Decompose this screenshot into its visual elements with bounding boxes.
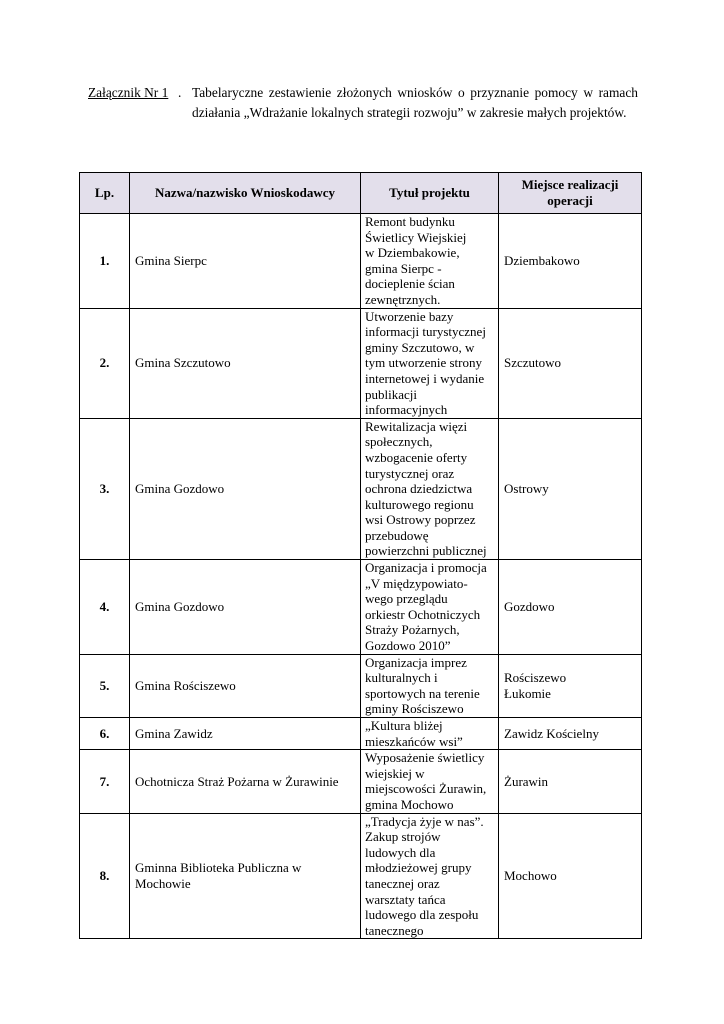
row-number: 8. <box>80 813 130 939</box>
project-title <box>361 308 499 418</box>
realization-place-line: Rościszewo <box>504 670 567 686</box>
project-title-line: gminy Szczutowo, w <box>365 339 475 355</box>
realization-place-line: Łukomie <box>504 685 551 701</box>
table-row <box>80 308 642 418</box>
table-row <box>80 654 642 717</box>
applicant-name: Gminna Biblioteka Publiczna w Mochowie <box>130 813 361 939</box>
project-title-line: zewnętrznych. <box>365 291 441 307</box>
project-title-line: Remont budynku <box>365 214 455 229</box>
project-title-line: kulturowego regionu <box>365 496 474 512</box>
applications-table <box>79 172 642 939</box>
project-title-line: gmina Mochowo <box>365 796 454 812</box>
project-title <box>361 718 499 750</box>
project-title-line: wiejskiej w <box>365 765 425 781</box>
project-title-line: internetowej i wydanie <box>365 370 485 386</box>
project-title-line: w Dziembakowie, <box>365 245 460 261</box>
project-title-line: tanecznej oraz <box>365 875 440 891</box>
realization-place <box>499 418 642 559</box>
realization-place-line: Mochowo <box>504 868 557 884</box>
project-title-line: turystycznej oraz <box>365 465 455 481</box>
project-title-line: publikacji <box>365 386 417 402</box>
table-row <box>80 750 642 813</box>
col-header-project-title: Tytuł projektu <box>361 173 499 214</box>
attachment-label: Załącznik Nr 1 <box>88 85 169 100</box>
realization-place <box>499 750 642 813</box>
project-title-line: orkiestr Ochotniczych <box>365 606 481 622</box>
project-title-line: miejscowości Żurawin, <box>365 781 487 797</box>
project-title-line: Utworzenie bazy <box>365 308 454 324</box>
applicant-name: Gmina Sierpc <box>130 214 361 309</box>
project-title-line: powierzchni publicznej <box>365 543 487 559</box>
project-title-line: ludowych dla <box>365 844 436 860</box>
project-title-line: ochrona dziedzictwa <box>365 481 473 497</box>
realization-place-line: Ostrowy <box>504 481 549 497</box>
project-title-line: gmina Sierpc - <box>365 260 442 276</box>
realization-place-line: Szczutowo <box>504 355 562 371</box>
project-title <box>361 654 499 717</box>
project-title-line: tanecznego <box>365 922 424 938</box>
project-title-line: informacyjnych <box>365 402 448 418</box>
realization-place-line: Gozdowo <box>504 599 555 615</box>
project-title <box>361 418 499 559</box>
applicant-name: Gmina Szczutowo <box>130 308 361 418</box>
row-number: 6. <box>80 718 130 750</box>
realization-place <box>499 813 642 939</box>
project-title-line: Świetlicy Wiejskiej <box>365 229 467 245</box>
realization-place <box>499 308 642 418</box>
table-body <box>80 214 642 939</box>
realization-place-line: Żurawin <box>504 773 549 789</box>
row-number: 5. <box>80 654 130 717</box>
table-row <box>80 813 642 939</box>
row-number: 7. <box>80 750 130 813</box>
realization-place <box>499 214 642 309</box>
project-title-line: „V międzypowiato- <box>365 575 468 591</box>
project-title-line: ludowego dla zespołu <box>365 907 479 923</box>
project-title-line: Zakup strojów <box>365 829 441 845</box>
project-title-line: gminy Rościszewo <box>365 701 464 717</box>
project-title-line: wego przeglądu <box>365 591 448 607</box>
col-header-lp: Lp. <box>80 173 130 214</box>
applicant-name: Gmina Zawidz <box>130 718 361 750</box>
realization-place-line: Dziembakowo <box>504 252 580 268</box>
project-title-line: Organizacja i promocja <box>365 560 487 576</box>
project-title-line: wzbogacenie oferty <box>365 449 468 465</box>
row-number: 3. <box>80 418 130 559</box>
row-number: 1. <box>80 214 130 309</box>
project-title-line: Straży Pożarnych, <box>365 622 460 638</box>
project-title-line: „Kultura bliżej <box>365 718 443 733</box>
project-title <box>361 750 499 813</box>
realization-place <box>499 718 642 750</box>
project-title-line: społecznych, <box>365 434 433 450</box>
project-title <box>361 214 499 309</box>
table-row <box>80 560 642 655</box>
table-header-row <box>80 173 642 214</box>
project-title-line: kulturalnych i <box>365 670 438 686</box>
project-title-line: tym utworzenie strony <box>365 355 482 371</box>
project-title <box>361 560 499 655</box>
project-title-line: docieplenie ścian <box>365 276 455 292</box>
project-title-line: wsi Ostrowy poprzez <box>365 512 476 528</box>
row-number: 4. <box>80 560 130 655</box>
project-title-line: Rewitalizacja więzi <box>365 418 468 434</box>
header-text: Tabelaryczne zestawienie złożonych wniosków o przyznanie pomocy w ramach działania „Wdrażanie lokalnych strategii rozwoju” w zakresie małych projektów. <box>192 85 638 120</box>
realization-place-line: Zawidz Kościelny <box>504 725 599 741</box>
table-row <box>80 718 642 750</box>
row-number: 2. <box>80 308 130 418</box>
project-title-line: sportowych na terenie <box>365 685 480 701</box>
table-row <box>80 418 642 559</box>
col-header-location: Miejsce realizacji operacji <box>499 173 642 214</box>
project-title-line: mieszkańców wsi” <box>365 733 463 749</box>
applicant-name: Gmina Gozdowo <box>130 560 361 655</box>
project-title-line: Wyposażenie świetlicy <box>365 750 485 766</box>
applicant-name: Gmina Gozdowo <box>130 418 361 559</box>
project-title-line: młodzieżowej grupy <box>365 860 472 876</box>
realization-place <box>499 654 642 717</box>
project-title-line: przebudowę <box>365 527 429 543</box>
project-title-line: informacji turystycznej <box>365 324 486 340</box>
project-title-line: „Tradycja żyje w nas”. <box>365 813 484 829</box>
table-row <box>80 214 642 309</box>
project-title-line: Organizacja imprez <box>365 654 467 670</box>
col-header-applicant: Nazwa/nazwisko Wnioskodawcy <box>130 173 361 214</box>
realization-place <box>499 560 642 655</box>
project-title-line: warsztaty tańca <box>365 891 446 907</box>
applicant-name: Gmina Rościszewo <box>130 654 361 717</box>
applicant-name: Ochotnicza Straż Pożarna w Żurawinie <box>130 750 361 813</box>
project-title-line: Gozdowo 2010” <box>365 638 451 654</box>
attachment-label-dot: . <box>178 85 182 100</box>
project-title <box>361 813 499 939</box>
